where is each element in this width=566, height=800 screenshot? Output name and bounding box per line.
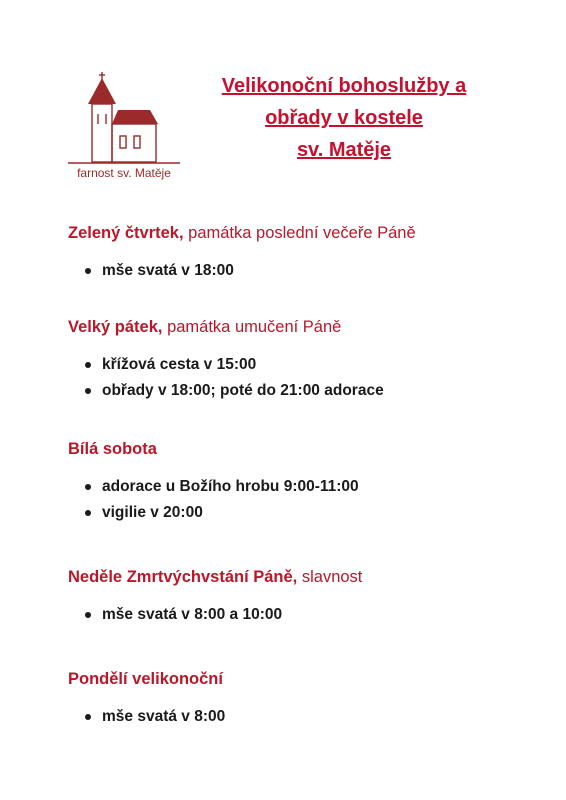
logo-caption: farnost sv. Matěje <box>77 166 171 180</box>
section-title: Velký pátek, <box>68 318 163 336</box>
section-title: Bílá sobota <box>68 440 157 458</box>
item-text: adorace u Božího hrobu 9:00-11:00 <box>102 478 359 495</box>
item-text: mše svatá v 18:00 <box>102 262 234 279</box>
section-subtitle: památka umučení Páně <box>162 318 342 336</box>
section-heading <box>68 438 528 460</box>
page-title <box>186 70 502 166</box>
bullet-icon <box>85 388 91 394</box>
list-item <box>68 474 528 500</box>
section-title: Neděle Zmrtvýchvstání Páně, <box>68 568 298 586</box>
bullet-icon <box>85 510 91 516</box>
service-list <box>68 704 528 730</box>
section-zeleny-ctvrtek <box>68 222 528 284</box>
item-text: mše svatá v 8:00 a 10:00 <box>102 606 283 623</box>
list-item <box>68 378 528 404</box>
section-pondeli-velikonocni <box>68 668 528 730</box>
service-list <box>68 258 528 284</box>
section-title: Zelený čtvrtek, <box>68 224 184 242</box>
title-line: sv. Matěje <box>296 139 392 161</box>
section-heading <box>68 668 528 690</box>
list-item <box>68 602 528 628</box>
section-subtitle: slavnost <box>297 568 363 586</box>
item-text: mše svatá v 8:00 <box>102 708 226 725</box>
item-text: křížová cesta v 15:00 <box>102 356 257 373</box>
service-list <box>68 352 528 404</box>
section-subtitle: památka poslední večeře Páně <box>183 224 416 242</box>
bullet-icon <box>85 268 91 274</box>
section-heading <box>68 222 528 244</box>
bullet-icon <box>85 612 91 618</box>
list-item <box>68 352 528 378</box>
section-heading <box>68 316 528 338</box>
section-title: Pondělí velikonoční <box>68 670 223 688</box>
section-nedele-zmrtvychvstani <box>68 566 528 628</box>
section-heading <box>68 566 528 588</box>
list-item <box>68 258 528 284</box>
item-text: vigilie v 20:00 <box>102 504 203 521</box>
list-item <box>68 500 528 526</box>
item-text: obřady v 18:00; poté do 21:00 adorace <box>102 382 384 399</box>
bullet-icon <box>85 362 91 368</box>
list-item <box>68 704 528 730</box>
section-bila-sobota <box>68 438 528 526</box>
service-list <box>68 474 528 526</box>
church-icon <box>68 70 180 166</box>
parish-logo <box>68 70 180 188</box>
title-line: Velikonoční bohoslužby a <box>221 75 467 97</box>
bullet-icon <box>85 484 91 490</box>
bullet-icon <box>85 714 91 720</box>
service-list <box>68 602 528 628</box>
title-line: obřady v kostele <box>265 107 423 129</box>
section-velky-patek <box>68 316 528 404</box>
